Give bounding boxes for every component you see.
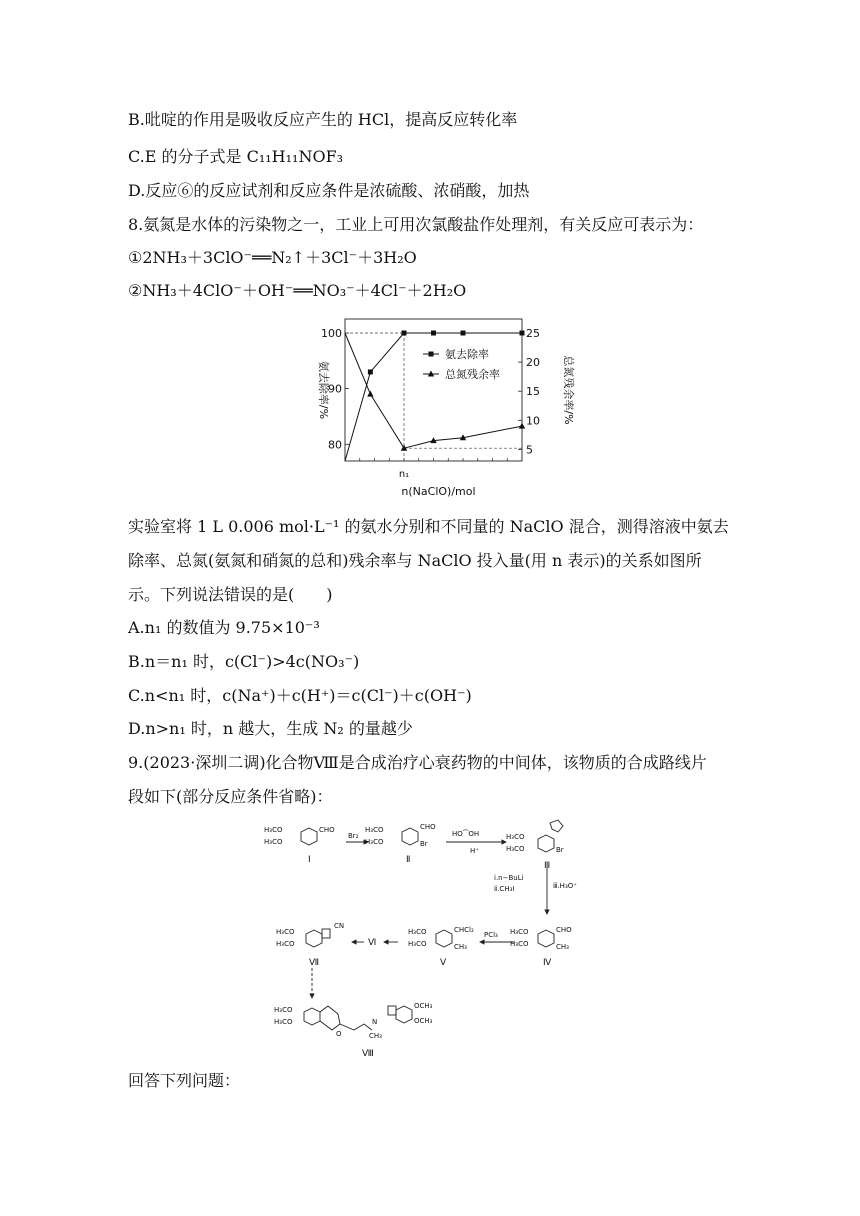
viii-ch3: CH₃ (369, 1032, 382, 1040)
q8-option-b: B.n＝n₁ 时，c(Cl⁻)>4c(NO₃⁻) (128, 652, 360, 671)
v-chcl2: CHCl₂ (454, 926, 474, 934)
ii-cho: CHO (420, 823, 436, 831)
y-right-tick-label: 20 (526, 356, 540, 370)
y-right-tick-label: 15 (526, 385, 540, 399)
q7-option-d: D.反应⑥的反应试剂和反应条件是浓硫酸、浓硝酸，加热 (128, 181, 530, 200)
point-square (520, 331, 525, 336)
reagent-h3o: ⅲ.H₃O⁺ (553, 882, 577, 890)
q8-paragraph-2: 除率、总氮(氨氮和硝氮的总和)残余率与 NaClO 投入量(用 n 表示)的关系如图所 (128, 551, 702, 570)
vi-label: Ⅵ (368, 938, 377, 948)
removal-rate-chart (317, 312, 575, 502)
legend-label-1: 氨去除率 (445, 348, 489, 361)
point-square (402, 331, 407, 336)
reagent-br2: Br₂ (348, 832, 359, 840)
reagent-h-plus: H⁺ (470, 847, 479, 855)
label-v: Ⅴ (440, 958, 447, 968)
iv-ch3: CH₃ (556, 943, 569, 951)
q8-equation-2: ②NH₃＋4ClO⁻＋OH⁻══NO₃⁻＋4Cl⁻＋2H₂O (128, 281, 467, 300)
q7-option-c: C.E 的分子式是 C₁₁H₁₁NOF₃ (128, 147, 344, 166)
benzene-ring-4 (538, 930, 554, 947)
ii-meo-2: H₃CO (365, 838, 384, 846)
benzene-ring-1 (301, 828, 317, 845)
v-meo-1: H₃CO (408, 928, 427, 936)
i-meo-2: H₃CO (264, 838, 283, 846)
ii-br: Br (420, 840, 428, 848)
reagent-buli: ⅰ.n−BuLi (494, 874, 524, 882)
viii-meo-2: H₃CO (274, 1018, 293, 1026)
y-right-tick-label: 25 (526, 327, 540, 340)
q8-paragraph-3: 示。下列说法错误的是( ) (128, 585, 333, 604)
point-square (368, 369, 373, 374)
benzene-ring-2 (402, 828, 418, 845)
i-cho: CHO (319, 826, 335, 834)
q8-paragraph-1: 实验室将 1 L 0.006 mol·L⁻¹ 的氨水分别和不同量的 NaClO 混合，测得溶液中氨去 (128, 517, 729, 536)
point-triangle (367, 391, 373, 397)
y-left-axis-label: 氨去除率/% (317, 360, 330, 420)
viii-n: N (372, 1018, 378, 1026)
viii-och3-1: OCH₃ (414, 1002, 433, 1010)
v-ch3: CH₃ (454, 943, 467, 951)
q7-option-b: B.吡啶的作用是吸收反应产生的 HCl，提高反应转化率 (128, 110, 518, 129)
label-i: Ⅰ (308, 855, 311, 865)
chart-svg (317, 312, 575, 502)
reagent-diol: HO⁀OH (452, 830, 480, 838)
synthesis-scheme (262, 818, 602, 1073)
y-left-tick-label: 80 (328, 438, 342, 452)
scheme-svg (262, 818, 602, 1073)
reagent-pcl3: PCl₃ (484, 931, 498, 939)
reagent-ch3i: ⅱ.CH₃I (494, 885, 515, 893)
y-left-tick-label: 100 (321, 327, 342, 340)
viii-o: O (336, 1030, 342, 1038)
point-square (431, 331, 436, 336)
y-right-tick-label: 10 (526, 414, 540, 428)
benzene-ring-6 (306, 929, 330, 947)
benzene-ring-7 (304, 1006, 412, 1030)
x-axis-label: n(NaClO)/mol (401, 485, 476, 498)
iv-cho: CHO (556, 926, 572, 934)
i-meo-1: H₃CO (264, 826, 283, 834)
q8-option-a: A.n₁ 的数值为 9.75×10⁻³ (128, 618, 320, 637)
benzene-ring-5 (436, 930, 452, 947)
label-vii: Ⅶ (309, 958, 320, 968)
vii-cn: CN (334, 922, 345, 930)
iv-meo-2: H₃CO (510, 940, 529, 948)
q8-option-d: D.n>n₁ 时，n 越大，生成 N₂ 的量越少 (128, 719, 413, 738)
q8-equation-1: ①2NH₃＋3ClO⁻══N₂↑＋3Cl⁻＋3H₂O (128, 248, 417, 267)
iii-br: Br (556, 846, 564, 854)
point-triangle (519, 423, 525, 429)
y-right-axis-label: 总氮残余率/% (562, 355, 575, 425)
label-iv: Ⅳ (543, 958, 552, 968)
series-line-1 (345, 333, 522, 448)
v-meo-2: H₃CO (408, 940, 427, 948)
q8-option-c: C.n<n₁ 时，c(Na⁺)＋c(H⁺)＝c(Cl⁻)＋c(OH⁻) (128, 686, 472, 705)
x-tick-label-n1: n₁ (398, 469, 410, 480)
q9-stem-2: 段如下(部分反应条件省略)： (128, 787, 333, 806)
iv-meo-1: H₃CO (510, 928, 529, 936)
answer-prompt: 回答下列问题： (128, 1071, 241, 1090)
viii-meo-1: H₃CO (274, 1006, 293, 1014)
legend-marker-square (429, 352, 434, 357)
point-square (461, 331, 466, 336)
label-iii: Ⅲ (544, 861, 551, 871)
y-right-tick-label: 5 (526, 443, 533, 457)
q9-stem-1: 9.(2023·深圳二调)化合物Ⅷ是合成治疗心衰药物的中间体，该物质的合成路线片 (128, 753, 707, 772)
ii-meo-1: H₃CO (365, 826, 384, 834)
vii-meo-1: H₃CO (276, 928, 295, 936)
y-left-tick-label: 90 (328, 382, 342, 396)
iii-meo-1: H₃CO (506, 833, 525, 841)
legend-label-2: 总氮残余率 (445, 368, 500, 381)
label-ii: Ⅱ (406, 855, 411, 865)
q8-stem: 8.氨氮是水体的污染物之一，工业上可用次氯酸盐作处理剂，有关反应可表示为： (128, 215, 704, 234)
label-viii: Ⅷ (362, 1049, 374, 1059)
iii-meo-2: H₃CO (506, 845, 525, 853)
vii-meo-2: H₃CO (276, 940, 295, 948)
viii-och3-2: OCH₃ (414, 1017, 433, 1025)
